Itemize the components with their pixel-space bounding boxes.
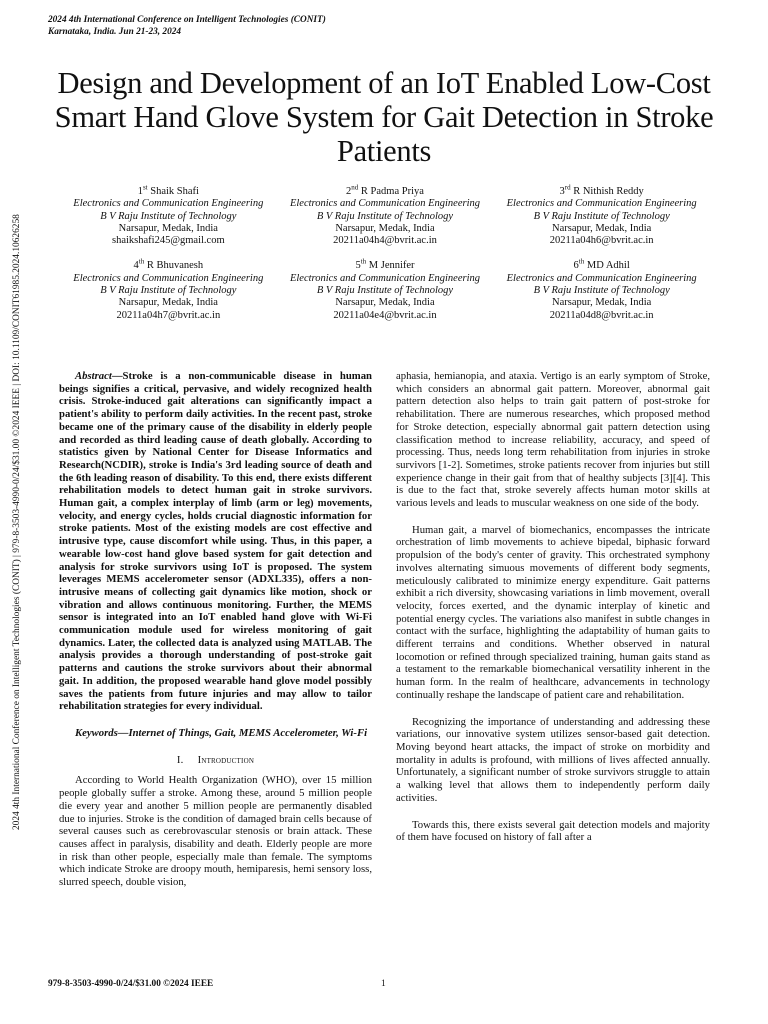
author-entry [493, 183, 710, 247]
section-number: I. [176, 753, 184, 766]
author-ordinal-suffix: th [360, 257, 367, 266]
abstract-text: Stroke is a non-communicable disease in human beings signifies a critical, pervasive, and widely recognized health crisis. Stroke-induced gait alterations can significantly impact a patient's ability to perform daily activities. In the recent past, stroke became one of the primary cause of the disability in elderly people and recorded as third leading cause of death globally. According to statistics given by National Center for Disease Informatics and Research(NCDIR), stroke is India's 3rd leading source of death and the 6th leading reason of disability. To this end, there exists different rehabilitation models to detect human gait in stroke survivors. Human gait, a complex interplay of limb (arm or leg) movements, velocity, and energy cycles, holds crucial diagnostic information for stroke patients. Most of the existing models are cost effective and intrusive type, cause discomfort while using. Thus, in this paper, a wearable low-cost hand glove based system for gait detection and analysis for stroke survivors using IoT is proposed. The system leverages MEMS accelerometer sensor (ADXL335), offers a non-intrusive means of collecting gait dynamics like motion, shock or vibration and allows continuous monitoring. Further, the MEMS sensor is integrated into an IoT enabled hand glove with Wi-Fi communication module used for wireless monitoring of gait dynamics. Later, the collected data is analyzed using MATLAB. The analysis provides a thorough understanding of post-stroke gait patterns and cautions the stroke survivors about their abnormal gait. In addition, the proposed wearable hand glove model possibly saves the patients from future injuries and may allow to tailor rehabilitation strategies for every individual. [59, 370, 372, 713]
author-email: 20211a04h7@bvrit.ac.in [116, 309, 221, 321]
author-entry [277, 183, 494, 247]
abstract-paragraph [59, 370, 372, 713]
author-location: Narsapur, Medak, India [335, 222, 435, 234]
author-institution: B V Raju Institute of Technology [100, 210, 237, 222]
right-column [396, 370, 710, 858]
author-name-line [60, 183, 277, 198]
author-email: 20211a04e4@bvrit.ac.in [333, 309, 437, 321]
author-ordinal: 3 [559, 186, 565, 197]
body-paragraph: According to World Health Organization (WHO), over 15 million people globally suffer a stroke. Among these, around 5 million people die every year and another 5 million people are permanently disabled due to injuries. Stroke is the condition of damaged brain cells because of several causes such as cerebrovascular stenosis or brain attack. These causes affect in paralysis, disability and death. Elderly people are more in risk than other people, especially male than female. The symptoms which indicate Stroke are droopy mouth, hemiparesis, hemi sensory loss, slurred speech, double vision, [59, 774, 372, 889]
author-institution: B V Raju Institute of Technology [316, 285, 454, 297]
author-name: Shaik Shafi [150, 186, 199, 197]
author-institution: B V Raju Institute of Technology [533, 210, 670, 222]
author-ordinal-suffix: th [578, 257, 585, 266]
author-name: R Padma Priya [360, 186, 424, 197]
author-ordinal: 2 [346, 186, 352, 197]
abstract-label: Abstract [75, 370, 112, 382]
author-location: Narsapur, Medak, India [335, 297, 435, 309]
author-department: Electronics and Communication Engineering [73, 272, 264, 284]
author-name: R Bhuvanesh [146, 260, 204, 272]
author-email: 20211a04h6@bvrit.ac.in [549, 235, 654, 247]
author-email: shaikshafi245@gmail.com [112, 235, 225, 247]
author-institution: B V Raju Institute of Technology [100, 285, 237, 297]
author-ordinal-suffix: rd [564, 183, 571, 192]
body-paragraph: Towards this, there exists several gait detection models and majority of them have focused on history of fall after a [396, 818, 710, 844]
author-ordinal: 6 [573, 260, 579, 272]
author-name-line [493, 183, 710, 198]
conference-header-line1: 2024 4th International Conference on Intelligent Technologies (CONIT) [48, 15, 326, 25]
author-name: R Nithish Reddy [573, 186, 644, 197]
abstract-dash: — [111, 370, 123, 382]
author-institution: B V Raju Institute of Technology [316, 210, 454, 222]
page-number: 1 [381, 979, 386, 989]
left-column [59, 370, 372, 903]
body-paragraph: Human gait, a marvel of biomechanics, encompasses the intricate orchestration of limb movements to achieve bipedal, biphasic forward propulsion of the body's center of gravity. This orchestrated symphony involves alternating simuous movements of different body segments, meticulously calibrated to minimize energy expenditure. Gait patterns exhibit a rich diversity, showcasing variations in limb movement, overall velocity, forces exerted, and the dynamic interplay of kinetic and potential energy cycles. The variations also manifest in subtle changes in contact with the surface, highlighting the adaptability of human gaits to different terrains and conditions. Whether observed in natural locomotion or refined through specialized training, human gaits stand as a testament to the remarkable biomechanical versatility inherent in the human form. In the realm of healthcare, advancements in technology continually reshape the landscape of patient care and rehabilitation. [396, 523, 710, 701]
doi-side-strip: 2024 4th International Conference on Intelligent Technologies (CONIT) | 979-8-3503-4990-0/24/$31.00 ©2024 IEEE | DOI: 10.1109/CONIT61985.2024.10626258 [12, 214, 22, 830]
footer-copyright: 979-8-3503-4990-0/24/$31.00 ©2024 IEEE [48, 979, 214, 989]
author-institution: B V Raju Institute of Technology [533, 285, 670, 297]
author-entry [60, 183, 277, 247]
author-department: Electronics and Communication Engineering [289, 198, 481, 210]
author-email: 20211a04h4@bvrit.ac.in [333, 235, 437, 247]
section-title: Introduction [197, 753, 255, 766]
author-name: MD Adhil [586, 260, 630, 272]
author-department: Electronics and Communication Engineering [506, 272, 697, 284]
author-entry [493, 257, 710, 321]
author-ordinal-suffix: st [142, 183, 148, 192]
author-ordinal: 1 [137, 186, 143, 197]
conference-header-line2: Karnataka, India. Jun 21-23, 2024 [48, 26, 182, 37]
author-location: Narsapur, Medak, India [118, 222, 218, 234]
author-ordinal: 5 [355, 260, 361, 272]
author-name: M Jennifer [368, 260, 415, 272]
author-location: Narsapur, Medak, India [552, 222, 652, 234]
author-department: Electronics and Communication Engineering [73, 198, 264, 210]
author-department: Electronics and Communication Engineering [506, 198, 697, 210]
author-name-line [277, 257, 494, 272]
author-location: Narsapur, Medak, India [552, 297, 652, 309]
author-name-line [60, 257, 277, 272]
conference-header [48, 15, 326, 38]
author-email: 20211a04d8@bvrit.ac.in [549, 309, 654, 321]
keywords-paragraph: Keywords—Internet of Things, Gait, MEMS Accelerometer, Wi-Fi [75, 726, 368, 739]
author-entry [60, 257, 277, 321]
author-block [60, 183, 710, 322]
author-ordinal: 4 [133, 260, 139, 272]
author-name-line [493, 257, 710, 272]
author-location: Narsapur, Medak, India [118, 297, 218, 309]
author-department: Electronics and Communication Engineering [289, 272, 481, 284]
author-name-line [277, 183, 494, 198]
section-heading-introduction [59, 754, 372, 767]
body-paragraph: aphasia, hemianopia, and ataxia. Vertigo is an early symptom of Stroke, which considers an abnormal gait pattern. Moreover, abnormal gait pattern detection also helps to train gait pattern of post-stroke for rehabilitation. There are numerous researches, which proposed method for Stroke detection, especially abnormal gait pattern detection using classification method to increase reliability, accuracy, and speed of processing. Thus, needs long term rehabilitation from injuries in stroke survivors [1-2]. Sometimes, stroke patients recover from injuries but still experience change in their gait from that of healthy subjects [3][4]. This is due to the fact that, stroke severely affects human motor skills at various levels and leads to muscular weakness on one side of the body. [396, 370, 710, 510]
author-ordinal-suffix: nd [351, 183, 359, 192]
paper-title: Design and Development of an IoT Enabled Low-Cost Smart Hand Glove System for Gait Detection in Stroke Patients [54, 66, 714, 168]
author-entry [277, 257, 494, 321]
body-paragraph: Recognizing the importance of understanding and addressing these variations, our innovative system utilizes sensor-based gait detection. Moving beyond heart attacks, the impact of stroke on morbidity and mortality in adults is profound, with millions of lives affected annually. Unfortunately, a significant number of stroke survivors struggle to attain a walking level that allows them to independently perform daily activities. [396, 715, 710, 804]
author-ordinal-suffix: th [138, 257, 145, 266]
